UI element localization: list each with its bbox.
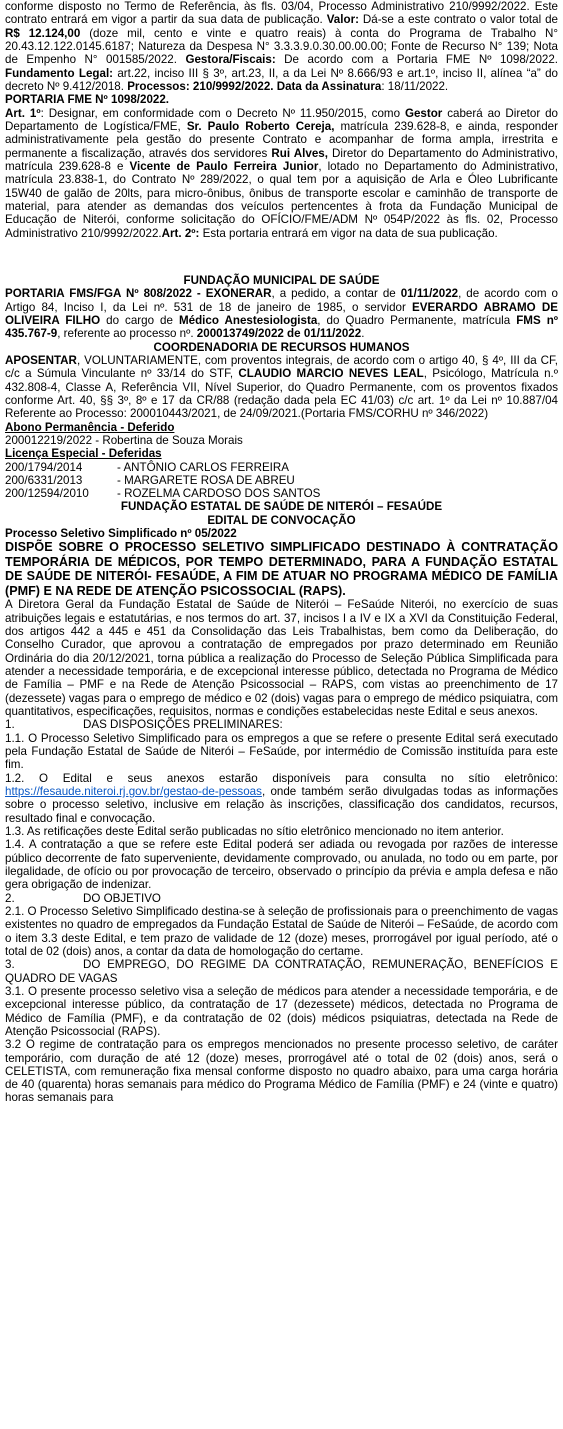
intro-paragraph: A Diretora Geral da Fundação Estatal de Saúde de Niterói – FeSaúde Niterói, no exercício de suas atribuições legais e estatutárias, e nos termos do art. 37, incisos I a IV e IX a XVI da Constituição Federal, dos artigos 442 a 445 e 451 da Consolidação das Leis Trabalhistas, bem como da Deliberação, do Conselho Curador, que aprovou a contratação de empregados por prazo determinado em Reunião Ordinária do dia 20/12/2021, torna pública a realização do Processo de Seleção Pública Simplificada para atender a necessidade temporária, e de excepcional interesse público, detectada no Programa de Médico de Família – PMF e na Rede de Atenção Psicossocial – RAPS, com vistas ao preenchimento de 17 (dezessete) vagas para o emprego de médico e 02 (dois) vagas para o emprego de médico psiquiatra, com quantitativos, especificações, requisitos, normas e condições estabelecidas neste Edital e seus anexos. [5,598,558,718]
item-3-2: 3.2 O regime de contratação para os empregos mencionados no presente processo seletivo, de caráter temporário, com duração de até 12 (doze) meses, prorrogável até o total de 02 (dois) anos, será o CELETISTA, com remuneração fixa mensal conforme disposto no quadro abaixo, para uma carga horária de 40 (quarenta) horas semanais para médico do Programa Médico de Família (PMF) e 24 (vinte e quatro) horas semanais para [5,1038,558,1105]
fesaude-heading: FUNDAÇÃO ESTATAL DE SAÚDE DE NITERÓI – FESAÚDE [120,500,443,514]
fme-portaria-title: PORTARIA FME Nº 1098/2022. [5,93,170,107]
item-1-2: 1.2. O Edital e seus anexos estarão disponíveis para consulta no sítio eletrônico: https://fesaude.niteroi.rj.gov.br/gestao-de-pessoas, onde também serão divulgadas todas as informações sobre o processo seletivo, inclusive em relação às inscrições, classificação dos candidatos, recursos, resultado final e convocação. [5,771,558,825]
licenca-title: Licença Especial - Deferidas [5,447,162,461]
abono-title: Abono Permanência - Deferido [5,420,175,434]
abono-line: 200012219/2022 - Robertina de Souza Morais [5,433,243,447]
section-spacer [5,240,558,274]
fms-portaria-paragraph: PORTARIA FMS/FGA Nº 808/2022 - EXONERAR, a pedido, a contar de 01/11/2022, de acordo com o Artigo 84, Inciso I, da Lei nº. 531 de 18 de janeiro de 1985, o servidor EVERARDO ABRAMO DE OLIVEIRA FILHO do cargo de Médico Anestesiologista, do Quadro Permanente, matrícula FMS nº 435.767-9, referente ao processo nº. 200013749/2022 de 01/11/2022. [5,287,559,341]
section-2-title: 2. DO OBJETIVO [5,891,161,905]
processo-title: Processo Seletivo Simplificado nº 05/2022 [5,527,237,541]
fme-portaria-paragraph: Art. 1º: Designar, em conformidade com o Decreto Nº 11.950/2015, como Gestor caberá ao Diretor do Departamento de Logística/FME, Sr. Paulo Roberto Cereja, matrícula 239.628-8, e ainda, responder administrativamente pela gestão do presente Contrato e acompanhar de forma ampla, irrestrita e permanente a fiscalização, através dos servidores Rui Alves, Diretor do Departamento do Administrativo, matrícula 239.628-8 e Vicente de Paulo Ferreira Junior, lotado no Departamento do Administrativo, matrícula 23.838-1, do Contrato Nº 289/2022, o qual tem por a aquisição de Arla e Óleo Lubrificante 15W40 de galão de 20lts, para micro-ônibus, ônibus de transporte escolar e caminhão de transporte de material, para atender as demandas dos veículos pertencentes à frota da Fundação Municipal de Educação de Niterói, conforme solicitação do OFÍCIO/FME/ADM Nº 054P/2022 às fls. 02, Processo Administrativo 210/9992/2022.Art. 2º: Esta portaria entrará em vigor na data de sua publicação. [5,106,558,240]
licenca-row: 200/6331/2013 - MARGARETE ROSA DE ABREU [5,473,295,487]
fms-heading: FUNDAÇÃO MUNICIPAL DE SAÚDE [183,273,380,287]
section-3-title: 3. DO EMPREGO, DO REGIME DA CONTRATAÇÃO, REMUNERAÇÃO, BENEFÍCIOS E QUADRO DE VAGAS [5,958,558,985]
aposentar-paragraph: APOSENTAR, VOLUNTARIAMENTE, com proventos integrais, de acordo com o artigo 40, § 4º, III da CF, c/c a Súmula Vinculante nº 33/14 do STF, CLAUDIO MARCIO NEVES LEAL, Psicólogo, Matrícula n.º 432.808-4, Classe A, Referência VII, Nível Superior, do Quadro Permanente, com os proventos fixados conforme Art. 40, §§ 3º, 8º e 17 da CR/88 (redação dada pela EC 41/03) c/c art. 1º da Lei nº 10.887/04 Referente ao Processo: 200010443/2021, de 24/09/2021.(Portaria FMS/CORHU nº 346/2022) [5,353,558,421]
crh-heading: COORDENADORIA DE RECURSOS HUMANOS [153,340,410,354]
item-1-1: 1.1. O Processo Seletivo Simplificado para os empregos a que se refere o presente Edital será executado pela Fundação Estatal de Saúde de Niterói – FeSaúde, por intermédio de Comissão instituída para este fim. [5,731,558,772]
fme-contract-paragraph: conforme disposto no Termo de Referência, às fls. 03/04, Processo Administrativo 210/9992/2022. Este contrato entrará em vigor a partir da sua data de publicação. Valor: Dá-se a este contrato o valor total de R$ 12.124,00 (doze mil, cento e vinte e quatro reais) à conta do Programa de Trabalho N° 20.43.12.122.0145.6187; Natureza da Despesa N° 3.3.3.9.0.30.00.00.00; Fonte de Recurso N° 139; Nota de Empenho N° 001585/2022. Gestora/Fiscais: De acordo com a Portaria FME Nº 1098/2022. Fundamento Legal: art.22, inciso III § 3º, art.23, II, a da Lei Nº 8.666/93 e art.1º, inciso II, alínea “a” do decreto Nº 9.412/2018. Processos: 210/9992/2022. Data da Assinatura: 18/11/2022. [5,0,559,93]
edital-link[interactable]: https://fesaude.niteroi.rj.gov.br/gestao-de-pessoas [5,784,262,798]
item-3-1: 3.1. O presente processo seletivo visa a seleção de médicos para atender a necessidade temporária, e de excepcional interesse público, da contratação de 17 (dezessete) médicos, detectada no Programa de Médico de Família (PMF), e da contratação de 02 (dois) médicos psiquiatras, detectada na Rede de Atenção Psicossocial (RAPS). [5,984,558,1038]
licenca-row: 200/1794/2014 - ANTÔNIO CARLOS FERREIRA [5,460,289,474]
dispoe-paragraph: DISPÕE SOBRE O PROCESSO SELETIVO SIMPLIFICADO DESTINADO À CONTRATAÇÃO TEMPORÁRIA DE MÉDICOS, POR TEMPO DETERMINADO, PARA A FUNDAÇÃO ESTATAL DE SAÚDE DE NITERÓI- FESAÚDE, A FIM DE ATUAR NO PROGRAMA MÉDICO DE FAMÍLIA (PMF) E NA REDE DE ATENÇÃO PSICOSSOCIAL (RAPS). [5,540,558,598]
edital-heading: EDITAL DE CONVOCAÇÃO [207,513,356,527]
section-1-title: 1. DAS DISPOSIÇÕES PRELIMINARES: [5,718,283,732]
item-1-3: 1.3. As retificações deste Edital serão publicadas no sítio eletrônico mencionado no item anterior. [5,824,504,838]
licenca-row: 200/12594/2010 - ROZELMA CARDOSO DOS SANTOS [5,487,321,501]
item-2-1: 2.1. O Processo Seletivo Simplificado destina-se à seleção de profissionais para o preenchimento de vagas existentes no quadro de empregados da Fundação Estatal de Saúde de Niterói – FeSaúde, de acordo com o item 3.3 deste Edital, e tem prazo de validade de 12 (doze) meses, prorrogável por igual período, até o total de 02 (dois) anos, a contar da data de homologação do certame. [5,904,558,958]
item-1-4: 1.4. A contratação a que se refere este Edital poderá ser adiada ou revogada por razões de interesse público decorrente de fato superveniente, devidamente comprovado, ou anulada, no todo ou em parte, por ilegalidade, de ofício ou por provocação de terceiro, observado o princípio da prévia e ampla defesa e não gera obrigação de indenizar. [5,838,558,892]
